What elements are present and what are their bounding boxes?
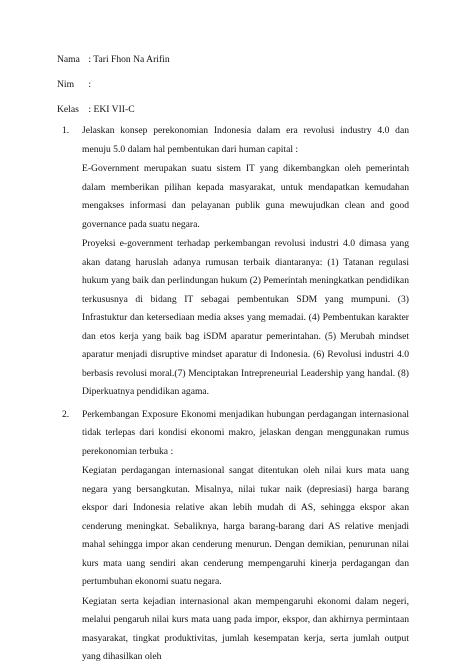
answer-paragraph: E-Government merupakan suatu sistem IT yang dikembangkan oleh pemerintah dalam memberikan pilihan kepada masyarakat, untuk mendapatkan kemudahan mengakses informasi dan pelayanan publik guna mewujudkan clean and good governance pada suatu negara. — [82, 163, 409, 230]
list-item — [57, 122, 409, 402]
nim-label: Nim — [57, 79, 75, 90]
item-number: 1. — [62, 125, 70, 136]
nama-label: Nama — [57, 54, 80, 65]
list-item — [57, 406, 409, 667]
kelas-label: Kelas — [57, 104, 79, 115]
header-nama-row — [57, 54, 170, 66]
question-text: Perkembangan Exposure Ekonomi menjadikan hubungan perdagangan internasional tidak terlepas dari kondisi ekonomi makro, jelaskan dengan menggunakan rumus perekonomian terbuka : — [82, 408, 409, 457]
nim-value: : — [88, 79, 92, 90]
kelas-value: : EKI VII-C — [88, 104, 135, 115]
nama-value: : Tari Fhon Na Arifin — [88, 54, 170, 65]
answer-paragraph: Kegiatan perdagangan internasional sangat ditentukan oleh nilai kurs mata uang negara yang bersangkutan. Misalnya, nilai tukar naik (depresiasi) harga barang ekspor dari Indonesia relative akan lebih mudah di AS, sehingga ekspor akan cenderung meningkat. Sebaliknya, harga barang-barang dari AS relative menjadi mahal sehingga impor akan cenderung menurun. Dengan demikian, penurunan nilai kurs mata uang sendiri akan cenderung mempengaruhi kinerja perdagangan dan pertumbuhan ekonomi suatu negara. — [82, 465, 409, 587]
header-kelas-row — [57, 104, 135, 116]
item-number: 2. — [62, 408, 70, 420]
header-nim-row — [57, 79, 91, 91]
answer-paragraph: Proyeksi e-government terhadap perkembangan revolusi industri 4.0 dimasa yang akan datang haruslah adanya rumusan terbaik diantaranya: (1) Tatanan regulasi hukum yang baik dan perlindungan hukum (2) Pemerintah meningkatkan pendidikan terkususnya di bidang IT sebagai pembentukan SDM yang mumpuni. (3) Infrastuktur dan ketersediaan media akses yang memadai. (4) Pembentukan karakter dan etos kerja yang baik bag iSDM aparatur pemerintahan. (5) Merubah mindset aparatur menjadi disruptive mindset aparatur di Indonesia. (6) Revolusi industri 4.0 berbasis revolusi moral.(7) Menciptakan Intrepreneurial Leadership yang handal. (8) Diperkuatnya pendidikan agama. — [82, 238, 409, 397]
question-text: Jelaskan konsep perekonomian Indonesia dalam era revolusi industry 4.0 dan menuju 5.0 dalam hal pembentukan dari human capital : — [82, 125, 409, 155]
answer-paragraph: Kegiatan serta kejadian internasional akan mempengaruhi ekonomi dalam negeri, melalui pengaruh nilai kurs mata uang pada impor, ekspor, dan akhirnya permintaan masyarakat, tingkat produktivitas, jumlah kesempatan kerja, serta jumlah output yang dihasilkan oleh — [82, 595, 409, 662]
question-list — [57, 122, 409, 667]
